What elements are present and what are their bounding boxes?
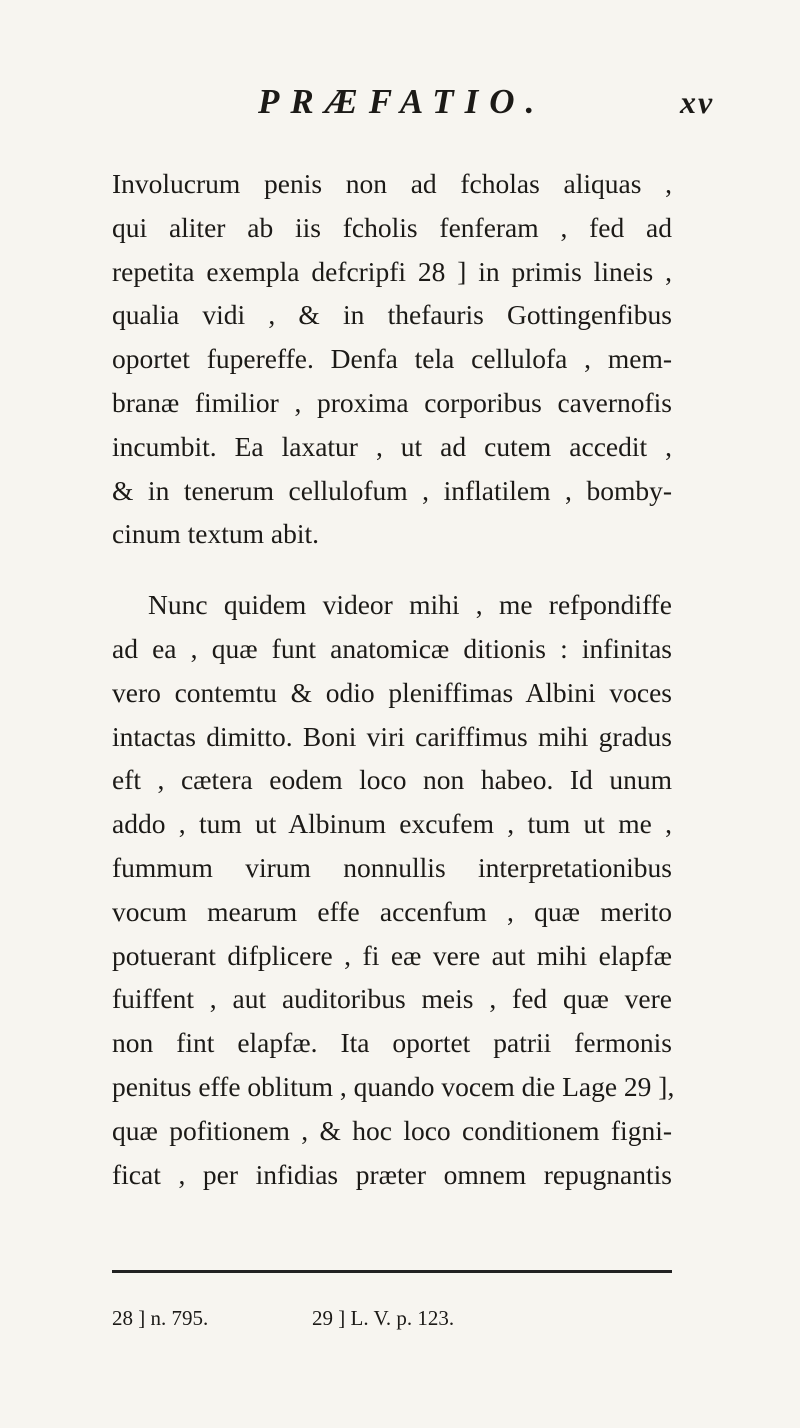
text-line: eft , cætera eodem loco non habeo. Id unum [112, 764, 672, 796]
text-line: penitus effe oblitum , quando vocem die Lage 29 ], [112, 1070, 675, 1102]
text-line: non fint elapfæ. Ita oportet patrii fermonis [112, 1027, 672, 1059]
footnotes [112, 1306, 672, 1346]
text-line: incumbit. Ea laxatur , ut ad cutem accedit , [112, 430, 672, 462]
body-text [112, 162, 675, 1196]
text-line: addo , tum ut Albinum excufem , tum ut me , [112, 808, 672, 840]
text-line: qualia vidi , & in thefauris Gottingenfibus [112, 299, 672, 331]
text-line: repetita exempla defcripfi 28 ] in primis lineis , [112, 255, 672, 287]
running-head: PRÆFATIO. [258, 82, 546, 121]
footnote-rule [112, 1270, 672, 1273]
text-line: branæ fimilior , proxima corporibus cavernofis [112, 386, 672, 418]
text-line: vero contemtu & odio pleniffimas Albini voces [112, 676, 672, 708]
text-line: ficat , per infidias præter omnem repugnantis [112, 1158, 672, 1190]
page-number: xv [680, 84, 715, 120]
text-line: fummum virum nonnullis interpretationibus [112, 851, 672, 883]
footnote-28: 28 ] n. 795. [112, 1306, 209, 1330]
page-header [0, 82, 800, 130]
text-line: & in tenerum cellulofum , inflatilem , bomby- [112, 474, 672, 506]
text-line: Nunc quidem videor mihi , me refpondiffe [148, 589, 672, 621]
text-line: ad ea , quæ funt anatomicæ ditionis : infinitas [112, 632, 672, 664]
text-line: fuiffent , aut auditoribus meis , fed quæ vere [112, 983, 672, 1015]
paragraph-gap [112, 556, 672, 583]
paragraph-1 [112, 162, 672, 556]
text-line: cinum textum abit. [112, 518, 319, 550]
text-line: Involucrum penis non ad fcholas aliquas , [112, 168, 672, 199]
paragraph-2 [112, 583, 675, 1196]
text-line: oportet fupereffe. Denfa tela cellulofa , mem- [112, 343, 672, 375]
footnote-29: 29 ] L. V. p. 123. [312, 1306, 455, 1330]
text-line: qui aliter ab iis fcholis fenferam , fed ad [112, 211, 672, 243]
text-line: intactas dimitto. Boni viri cariffimus mihi gradus [112, 720, 672, 752]
text-line: vocum mearum effe accenfum , quæ merito [112, 895, 672, 927]
text-line: quæ pofitionem , & hoc loco conditionem figni- [112, 1114, 672, 1146]
text-line: potuerant difplicere , fi eæ vere aut mihi elapfæ [112, 939, 672, 971]
